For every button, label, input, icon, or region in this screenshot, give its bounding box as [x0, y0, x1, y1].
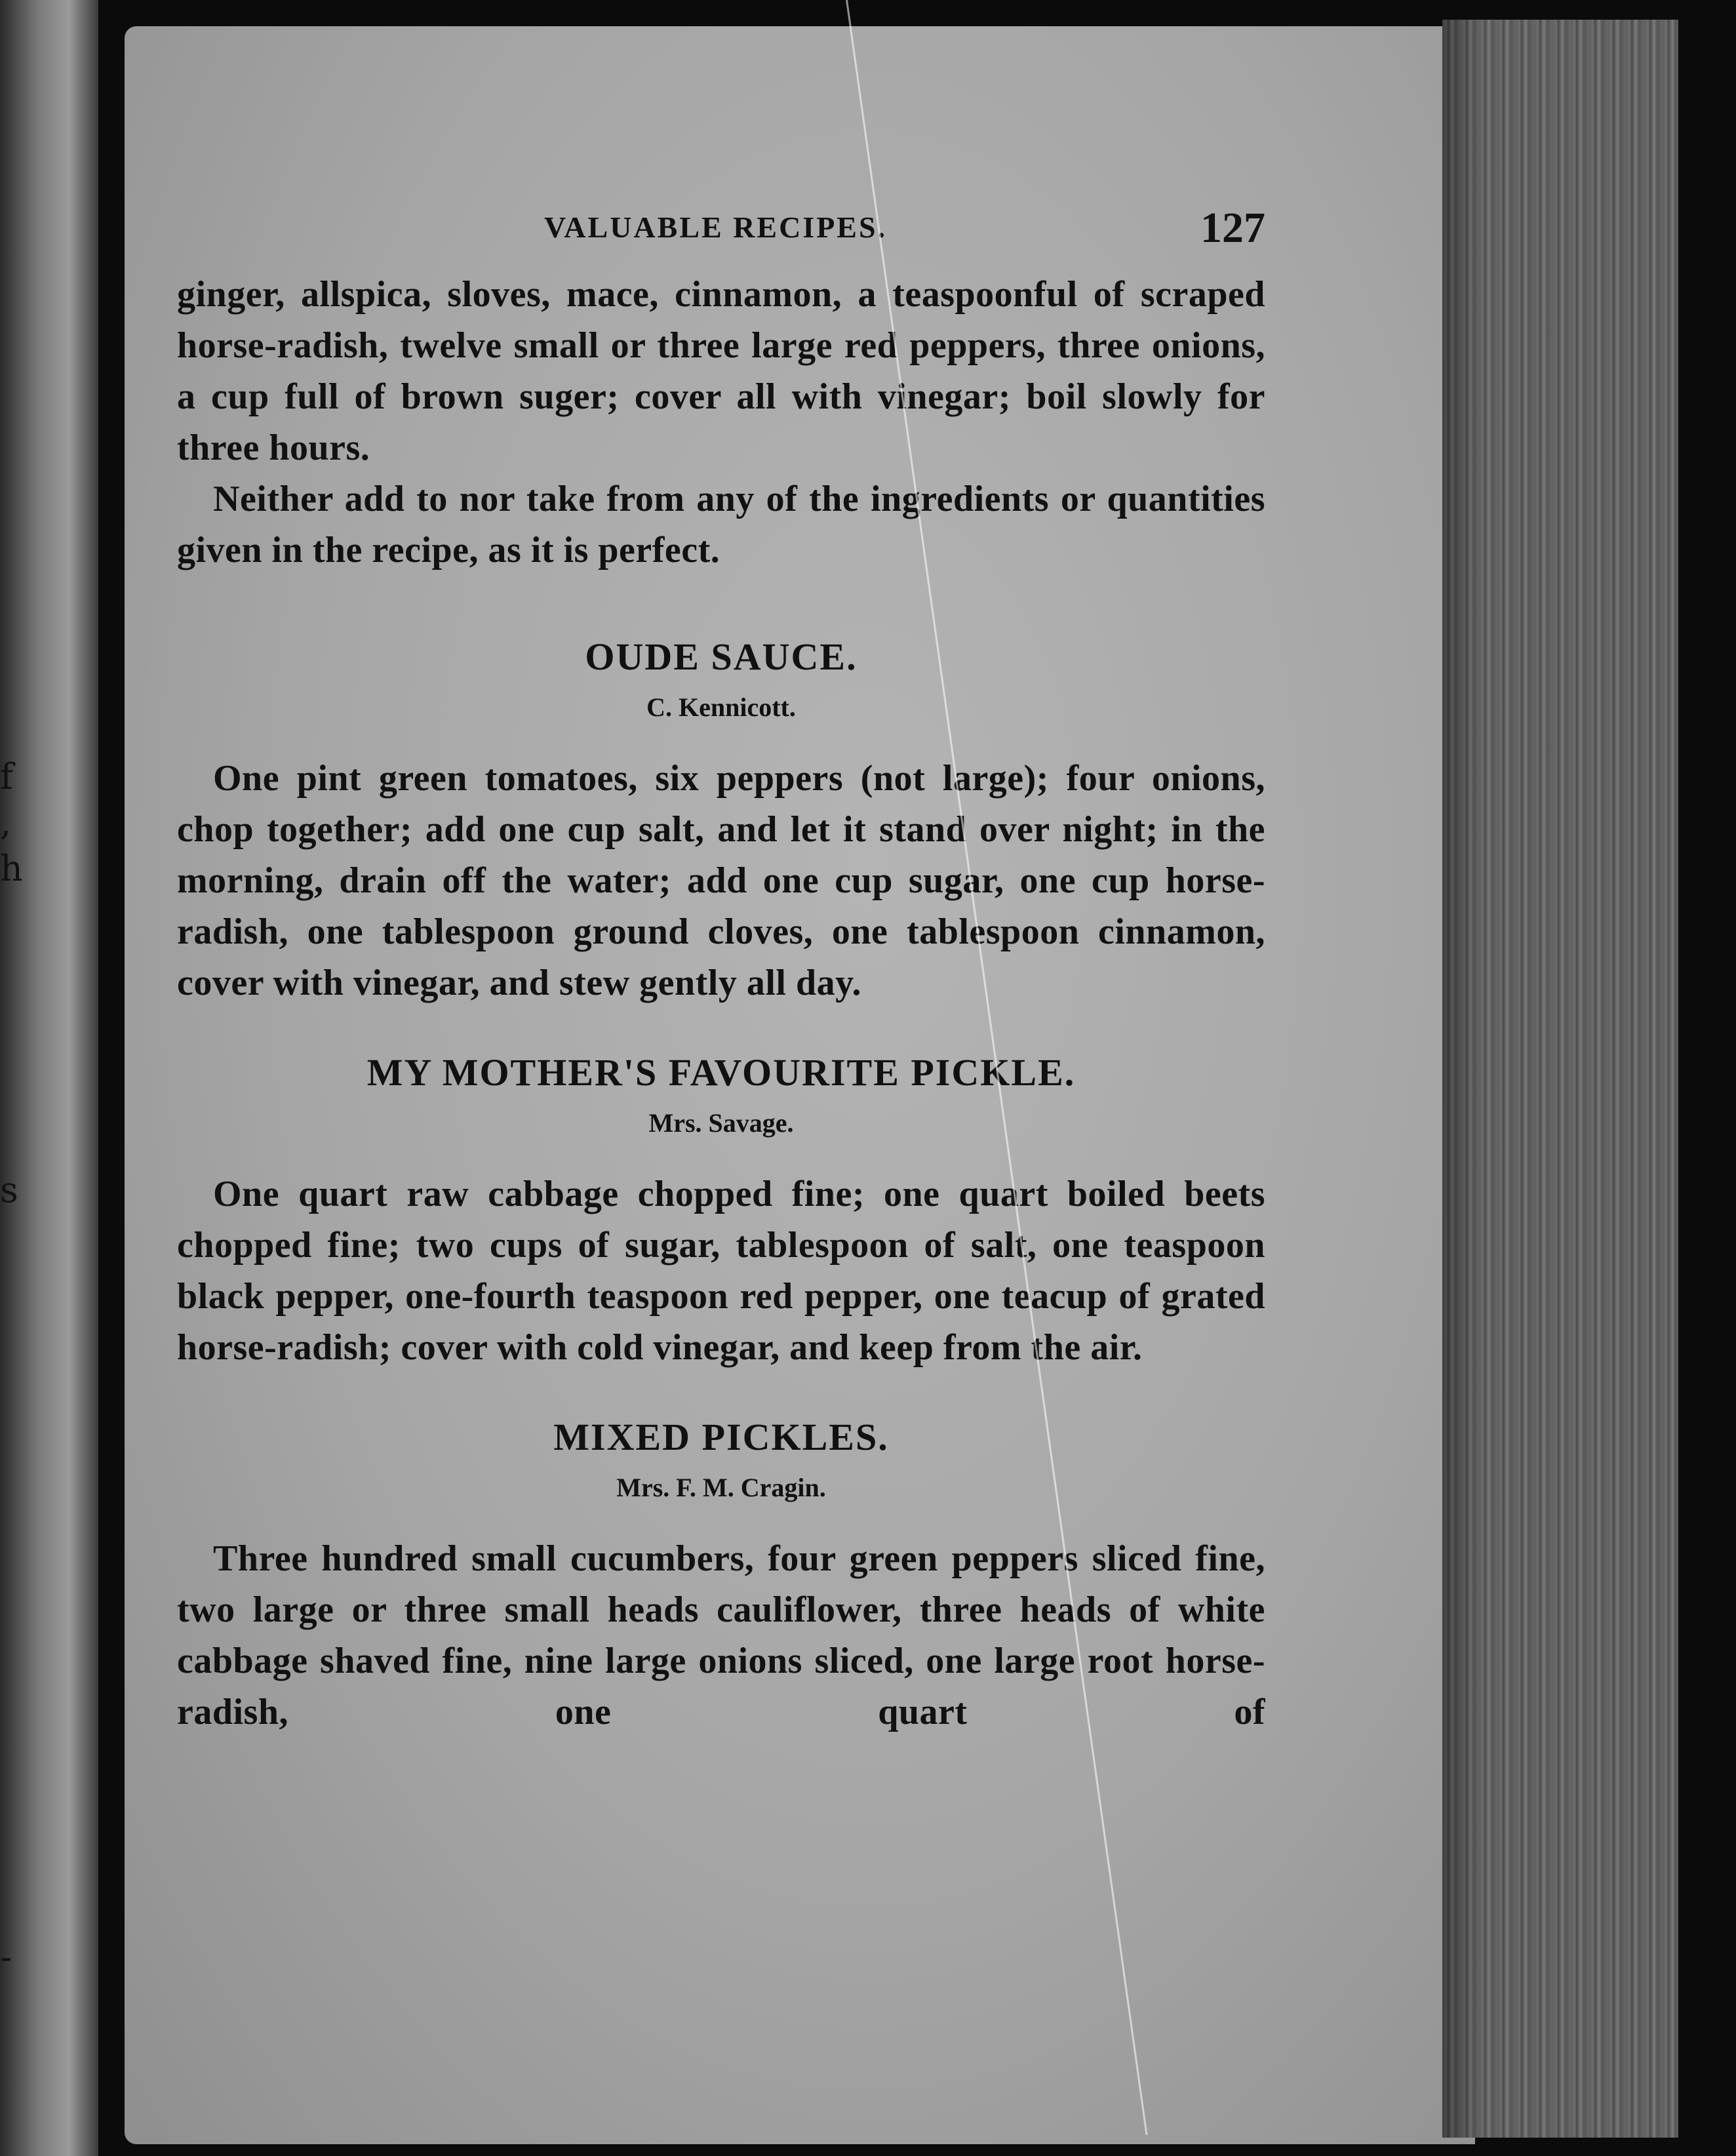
left-fragment: s — [0, 1169, 18, 1210]
recipe-continuation-paragraph: ginger, allspica, sloves, mace, cinnamon, a teaspoonful of scraped horse-radish, twelve small or three large red peppers, three onions, a cup full of brown suger; cover all with vinegar; boil slowly for three hours. — [177, 274, 1265, 468]
recipe-title: MIXED PICKLES. — [553, 1416, 889, 1458]
left-fragment: - — [0, 1936, 12, 1978]
recipe-author: C. Kennicott. — [646, 692, 796, 722]
left-fragment: h — [0, 848, 23, 889]
recipe-author: Mrs. Savage. — [648, 1108, 794, 1138]
recipe-paragraph: One quart raw cabbage chopped fine; one quart boiled beets chopped fine; two cups of sugar, tablespoon of salt, one teaspoon black pepper, one-fourth teaspoon red pepper, one teacup of grated horse-radish; cover with cold vinegar, and keep from the air. — [177, 1174, 1265, 1368]
recipe-paragraph: Three hundred small cucumbers, four green peppers sliced fine, two large or three small heads cauliflower, three heads of white cabbage shaved fine, nine large onions sliced, one large root horse-radish, one quart of — [177, 1538, 1265, 1732]
page-content — [177, 203, 1265, 1738]
recipe-note-paragraph: Neither add to nor take from any of the ingredients or quantities given in the recipe, as it is perfect. — [177, 479, 1265, 570]
running-head — [177, 203, 1265, 269]
recipe-author: Mrs. F. M. Cragin. — [616, 1473, 826, 1502]
scan-background-right — [1678, 0, 1736, 2156]
recipe-title: MY MOTHER'S FAVOURITE PICKLE. — [366, 1051, 1076, 1094]
fore-edge-shadow — [1442, 20, 1482, 2138]
recipe-paragraph: One pint green tomatoes, six peppers (not large); four onions, chop together; add one cup salt, and let it stand over night; in the morning, drain off the water; add one cup sugar, one cup horse-radish, one tablespoon ground cloves, one tablespoon cinnamon, cover with vinegar, and stew gently all day. — [177, 758, 1265, 1003]
left-fragment: , — [0, 802, 12, 843]
left-page-text-fragments — [0, 754, 26, 1980]
left-fragment: f — [0, 756, 13, 797]
book-fore-edge — [1442, 20, 1718, 2138]
running-title: VALUABLE RECIPES. — [544, 210, 888, 244]
page-number: 127 — [1200, 204, 1265, 252]
recipe-title: OUDE SAUCE. — [585, 635, 858, 678]
